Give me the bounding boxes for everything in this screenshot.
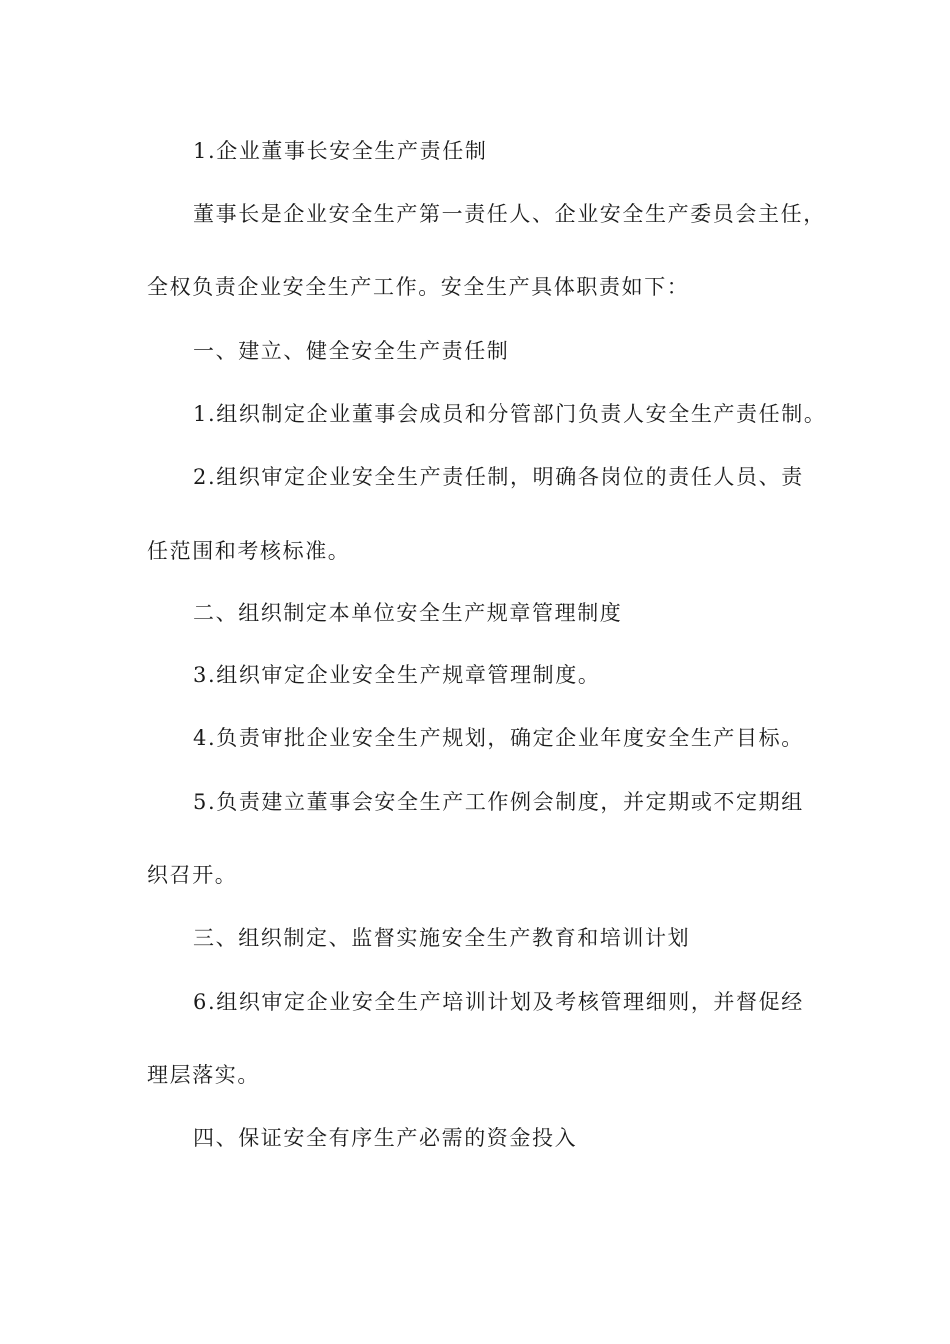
- paragraph-line: 织召开。: [147, 863, 238, 887]
- paragraph-line: 3.组织审定企业安全生产规章管理制度。: [193, 663, 601, 687]
- heading-line: 三、组织制定、监督实施安全生产教育和培训计划: [193, 926, 691, 950]
- paragraph-line: 2.组织审定企业安全生产责任制，明确各岗位的责任人员、责: [193, 465, 804, 489]
- section-title: 1.企业董事长安全生产责任制: [193, 139, 488, 163]
- paragraph-line: 理层落实。: [147, 1063, 260, 1087]
- paragraph-line: 任范围和考核标准。: [147, 539, 351, 563]
- heading-line: 一、建立、健全安全生产责任制: [193, 339, 510, 363]
- paragraph-line: 6.组织审定企业安全生产培训计划及考核管理细则，并督促经: [193, 990, 804, 1014]
- paragraph-line: 董事长是企业安全生产第一责任人、企业安全生产委员会主任，: [193, 202, 826, 226]
- paragraph-line: 全权负责企业安全生产工作。安全生产具体职责如下：: [147, 275, 690, 299]
- paragraph-line: 4.负责审批企业安全生产规划，确定企业年度安全生产目标。: [193, 726, 804, 750]
- heading-line: 二、组织制定本单位安全生产规章管理制度: [193, 601, 623, 625]
- heading-line: 四、保证安全有序生产必需的资金投入: [193, 1126, 578, 1150]
- paragraph-line: 1.组织制定企业董事会成员和分管部门负责人安全生产责任制。: [193, 402, 827, 426]
- paragraph-line: 5.负责建立董事会安全生产工作例会制度，并定期或不定期组: [193, 790, 804, 814]
